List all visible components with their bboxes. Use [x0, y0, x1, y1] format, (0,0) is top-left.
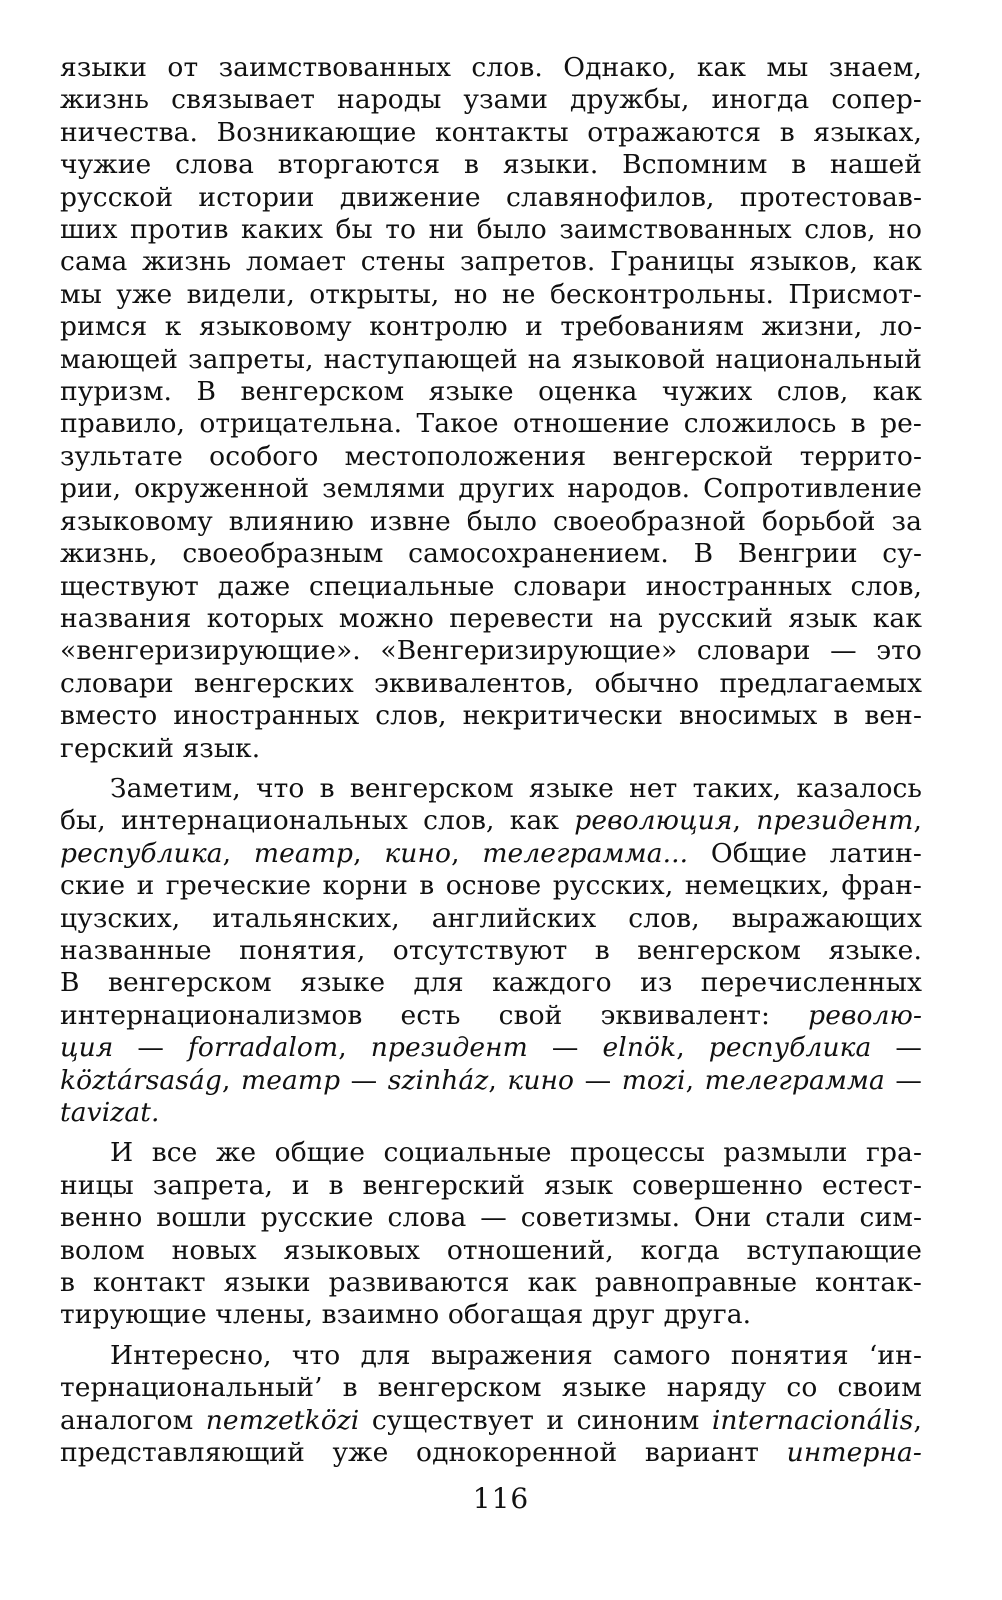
- text-line: ществуют даже специальные словари иностранных слов,: [60, 570, 922, 602]
- text-line: названные понятия, отсутствуют в венгерском языке.: [60, 934, 922, 966]
- text-line: tavizat.: [60, 1097, 160, 1128]
- page-body: [60, 52, 922, 1469]
- text-line: Интересно, что для выражения самого понятия ‘ин-: [110, 1339, 922, 1371]
- text-line: чужие слова вторгаются в языки. Вспомним в нашей: [60, 149, 922, 181]
- text-line: И все же общие социальные процессы размыли гра-: [110, 1137, 922, 1169]
- page-number: 116: [472, 1482, 530, 1515]
- text-line: тернациональный’ в венгерском языке наряду со своим: [60, 1372, 922, 1404]
- paragraph-2: [60, 773, 922, 1129]
- text-line: сама жизнь ломает стены запретов. Границы языков, как: [60, 246, 922, 278]
- text-line: зультате особого местоположения венгерской террито-: [60, 440, 922, 472]
- text-line: ших против каких бы то ни было заимствованных слов, но: [60, 214, 922, 246]
- text-line: бы, интернациональных слов, как революция, президент,: [60, 805, 922, 837]
- text-line: русской истории движение славянофилов, протестовав-: [60, 181, 922, 213]
- paragraph-1: [60, 52, 922, 765]
- text-line: интернационализмов есть свой эквивалент: револю-: [60, 999, 923, 1031]
- text-line: герский язык.: [60, 732, 261, 764]
- text-line: вместо иностранных слов, некритически вносимых в вен-: [60, 700, 922, 732]
- text-line: ницы запрета, и в венгерский язык совершенно естест-: [60, 1169, 922, 1201]
- text-line: ция — forradalom, президент — elnök, республика —: [60, 1032, 923, 1064]
- text-line: В венгерском языке для каждого из перечисленных: [60, 967, 922, 999]
- text-line: рии, окруженной землями других народов. Сопротивление: [60, 473, 922, 505]
- paragraph-4: [60, 1340, 922, 1470]
- text-line: пуризм. В венгерском языке оценка чужих слов, как: [60, 376, 922, 408]
- text-line: цузских, итальянских, английских слов, выражающих: [60, 902, 922, 934]
- text-line: римся к языковому контролю и требованиям жизни, ло-: [60, 311, 922, 343]
- text-line: тирующие члены, взаимно обогащая друг друга.: [60, 1299, 752, 1331]
- paragraph-3: [60, 1137, 922, 1331]
- text-line: «венгеризирующие». «Венгеризирующие» словари — это: [60, 635, 922, 667]
- text-line: правило, отрицательна. Такое отношение сложилось в ре-: [60, 408, 922, 440]
- text-line: жизнь, своеобразным самосохранением. В Венгрии су-: [60, 538, 922, 570]
- text-line: языковому влиянию извне было своеобразной борьбой за: [60, 505, 922, 537]
- text-line: волом новых языковых отношений, когда вступающие: [60, 1234, 922, 1266]
- text-line: ские и греческие корни в основе русских, немецких, фран-: [60, 870, 922, 902]
- text-line: мы уже видели, открыты, но не бесконтрольны. Присмот-: [60, 278, 922, 310]
- text-line: мающей запреты, наступающей на языковой национальный: [60, 343, 922, 375]
- text-line: названия которых можно перевести на русский язык как: [60, 602, 922, 634]
- text-line: венно вошли русские слова — советизмы. Они стали сим-: [60, 1202, 922, 1234]
- text-line: республика, театр, кино, телеграмма... Общие латин-: [60, 837, 922, 869]
- text-line: представляющий уже однокоренной вариант интерна-: [60, 1437, 922, 1469]
- text-line: жизнь связывает народы узами дружбы, иногда сопер-: [60, 84, 922, 116]
- text-line: ничества. Возникающие контакты отражаются в языках,: [60, 116, 922, 148]
- text-line: языки от заимствованных слов. Однако, как мы знаем,: [60, 52, 922, 83]
- text-line: в контакт языки развиваются как равноправные контак-: [60, 1267, 922, 1299]
- text-line: Заметим, что в венгерском языке нет таких, казалось: [110, 772, 922, 804]
- text-line: словари венгерских эквивалентов, обычно предлагаемых: [60, 667, 922, 699]
- text-line: аналогом nemzetközi существует и синоним internacionális,: [60, 1404, 922, 1436]
- text-line: köztársaság, театр — szinház, кино — mozi, телеграмма —: [60, 1064, 922, 1096]
